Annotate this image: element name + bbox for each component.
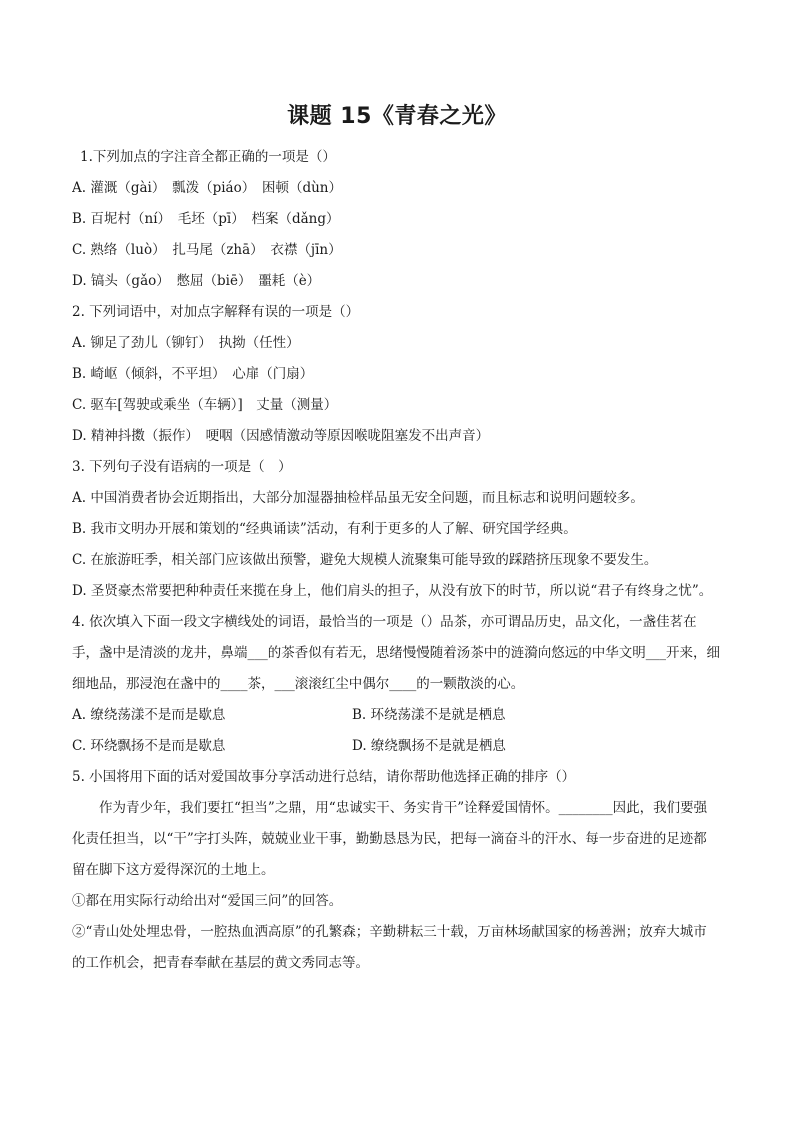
- option-a: A. 灌溉（gài） 瓢泼（piáo） 困顿（dùn）: [72, 180, 343, 196]
- question-stem: 5. 小国将用下面的话对爱国故事分享活动进行总结，请你帮助他选择正确的排序（）: [72, 769, 576, 785]
- option-b: B. 环绕荡漾不是就是栖息: [352, 707, 506, 723]
- option-d: D. 缭绕飘扬不是就是栖息: [352, 738, 506, 754]
- option-d: D. 圣贤豪杰常要把种种责任来揽在身上，他们肩头的担子，从没有放下的时节，所以说“君子有终身之忧”。: [72, 583, 713, 599]
- option-d: D. 精神抖擞（振作） 哽咽（因感情激动等原因喉咙阻塞发不出声音）: [72, 428, 490, 444]
- options-row: [72, 700, 720, 731]
- list-item: ②“青山处处埋忠骨，一腔热血洒高原”的孔繁森；辛勤耕耘三十载，万亩林场献国家的杨善洲；放弃大城市的工作机会，把青春奉献在基层的黄文秀同志等。: [72, 924, 707, 971]
- passage: 作为青少年，我们要扛“担当”之鼎，用“忠诚实干、务实肯干”诠释爱国情怀。________因此，我们要强化责任担当，以“干”字打头阵，兢兢业业干事，勤勤恳恳为民，把每一滴奋斗的汗水、每一步奋进的足迹都留在脚下这方爱得深沉的土地上。: [72, 800, 708, 878]
- list-item: ①都在用实际行动给出对“爱国三问”的回答。: [72, 893, 343, 909]
- option-d: D. 镐头（gǎo） 憋屈（biē） 噩耗（è）: [72, 273, 321, 289]
- option-c: C. 驱车[驾驶或乘坐（车辆）] 丈量（测量）: [72, 397, 338, 413]
- options-row: [72, 731, 720, 762]
- option-a: A. 铆足了劲儿（铆钉） 执拗（任性）: [72, 335, 300, 351]
- question-stem: 1.下列加点的字注音全都正确的一项是（）: [80, 149, 336, 165]
- question-stem: 3. 下列句子没有语病的一项是（ ）: [72, 459, 292, 475]
- option-c: C. 在旅游旺季，相关部门应该做出预警，避免大规模人流聚集可能导致的踩踏挤压现象不要发生。: [72, 552, 658, 568]
- question-stem: 2. 下列词语中，对加点字解释有误的一项是（）: [72, 304, 360, 320]
- option-b: B. 百坭村（ní） 毛坯（pī） 档案（dǎng）: [72, 211, 340, 227]
- question-list: [72, 142, 720, 979]
- option-b: B. 我市文明办开展和策划的“经典诵读”活动，有利于更多的人了解、研究国学经典。: [72, 521, 577, 537]
- option-b: B. 崎岖（倾斜，不平坦） 心扉（门扇）: [72, 366, 314, 382]
- option-a: A. 缭绕荡漾不是而是歇息: [72, 707, 226, 723]
- page-title: 课题 15《青春之光》: [287, 104, 507, 129]
- option-c: C. 熟络（luò） 扎马尾（zhā） 衣襟（jīn）: [72, 242, 342, 258]
- question-stem: 4. 依次填入下面一段文字横线处的词语，最恰当的一项是（）品茶，亦可谓品历史，品文化，一盏佳茗在手，盏中是清淡的龙井，鼻端___的茶香似有若无，思绪慢慢随着汤茶中的涟漪向悠远的中华文明___开来，细细地品，那浸泡在盏中的____茶，___滚滚红尘中偶尔____的一颗散淡的心。: [72, 614, 720, 692]
- option-c: C. 环绕飘扬不是而是歇息: [72, 738, 226, 754]
- option-a: A. 中国消费者协会近期指出，大部分加湿器抽检样品虽无安全问题，而且标志和说明问题较多。: [72, 490, 644, 506]
